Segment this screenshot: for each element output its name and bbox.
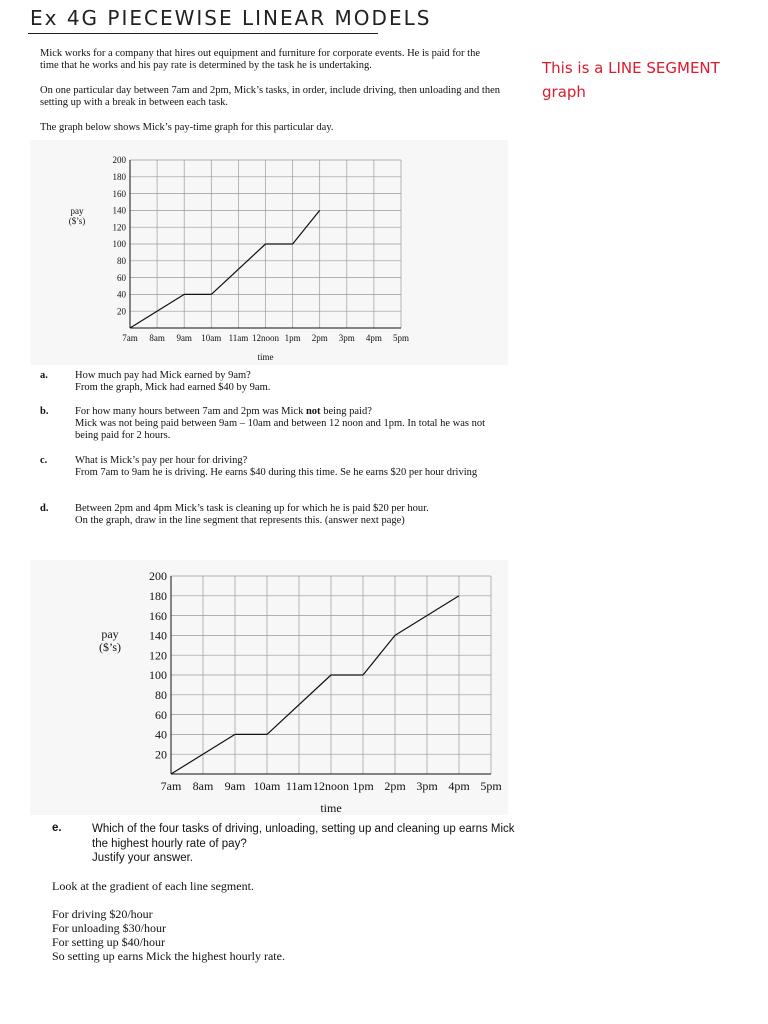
y-tick-label: 80 xyxy=(155,688,167,702)
question-c-text: What is Mick’s pay per hour for driving? xyxy=(75,455,248,466)
question-e-letter: e. xyxy=(52,822,62,834)
question-a-text: How much pay had Mick earned by 9am? xyxy=(75,370,251,381)
x-tick-label: 7am xyxy=(160,779,182,793)
question-d-text: Between 2pm and 4pm Mick’s task is cleaning up for which he is paid $20 per hour. xyxy=(75,503,429,514)
x-tick-label: 12noon xyxy=(313,779,349,793)
chart-panel-1 xyxy=(30,140,508,365)
x-tick-label: 8am xyxy=(149,333,165,343)
y-tick-label: 200 xyxy=(149,569,167,584)
x-tick-label: 11am xyxy=(285,779,313,793)
answer-d-text: On the graph, draw in the line segment that represents this. (answer next page) xyxy=(75,515,405,526)
answer-e-line-4: For setting up $40/hour xyxy=(52,935,165,949)
answer-a-text: From the graph, Mick had earned $40 by 9am. xyxy=(75,382,271,393)
y-tick-label: 140 xyxy=(112,205,126,216)
y-tick-label: 200 xyxy=(112,155,126,166)
question-d-letter: d. xyxy=(40,503,49,514)
x-tick-label: 7am xyxy=(122,333,138,343)
y-tick-label: 40 xyxy=(117,289,126,300)
answer-e-line-5: So setting up earns Mick the highest hourly rate. xyxy=(52,949,285,963)
question-b-text xyxy=(75,406,495,418)
y-tick-label: 20 xyxy=(155,747,167,762)
x-tick-label: 3pm xyxy=(338,333,355,343)
x-axis-label: time xyxy=(320,801,342,815)
x-tick-label: 12noon xyxy=(252,333,279,343)
x-tick-label: 8am xyxy=(192,779,214,793)
x-tick-label: 5pm xyxy=(480,779,502,793)
y-tick-label: 80 xyxy=(117,255,126,266)
title-underline xyxy=(28,33,378,34)
pay-time-chart-2 xyxy=(30,560,508,815)
page-title: Ex 4G PIECEWISE LINEAR MODELS xyxy=(30,6,432,30)
answer-c-text: From 7am to 9am he is driving. He earns $40 during this time. Se he earns $20 per hour driving xyxy=(75,467,478,478)
y-tick-label: 180 xyxy=(149,589,167,603)
y-tick-label: 160 xyxy=(112,188,126,199)
question-a-letter: a. xyxy=(40,370,48,381)
x-tick-label: 11am xyxy=(228,333,249,343)
pay-time-chart-1 xyxy=(30,140,508,365)
y-tick-label: 40 xyxy=(155,727,167,742)
answer-e-line-1: Look at the gradient of each line segment. xyxy=(52,879,254,893)
y-axis-label-line1: pay xyxy=(101,627,119,641)
question-c-letter: c. xyxy=(40,455,48,466)
x-tick-label: 10am xyxy=(253,779,281,793)
x-tick-label: 2pm xyxy=(384,779,406,793)
y-tick-label: 60 xyxy=(117,272,126,283)
question-b-bold: not xyxy=(305,406,321,417)
x-tick-label: 1pm xyxy=(284,333,301,343)
answer-e-line-3: For unloading $30/hour xyxy=(52,921,166,935)
question-e-justify: Justify your answer. xyxy=(92,852,193,864)
y-tick-label: 160 xyxy=(149,608,167,623)
question-b-pre: For how many hours between 7am and 2pm was Mick xyxy=(75,406,306,417)
side-note: This is a LINE SEGMENT graph xyxy=(542,59,720,101)
answer-e-line-2: For driving $20/hour xyxy=(52,907,153,921)
x-tick-label: 9am xyxy=(176,333,192,343)
y-tick-label: 100 xyxy=(112,239,126,250)
question-b-letter: b. xyxy=(40,406,49,417)
answer-b-text: Mick was not being paid between 9am – 10am and between 12 noon and 1pm. In total he was not being paid for 2 hours. xyxy=(75,418,485,441)
intro-paragraph-1: Mick works for a company that hires out equipment and furniture for corporate events. He is paid for the time that he works and his pay rate is determined by the task he is undertaking. xyxy=(40,48,480,71)
y-axis-label-line2: ($’s) xyxy=(68,216,86,226)
y-tick-label: 20 xyxy=(117,306,126,317)
y-tick-label: 120 xyxy=(112,222,126,233)
x-tick-label: 2pm xyxy=(311,333,328,343)
x-axis-label: time xyxy=(257,352,274,362)
y-tick-label: 180 xyxy=(112,171,126,182)
y-tick-label: 140 xyxy=(149,628,167,643)
y-axis-label-line1: pay xyxy=(70,206,84,216)
intro-paragraph-2: On one particular day between 7am and 2pm, Mick’s tasks, in order, include driving, then unloading and then setting up with a break in between each task. xyxy=(40,85,501,108)
x-tick-label: 4pm xyxy=(365,333,382,343)
y-tick-label: 100 xyxy=(149,668,167,683)
x-tick-label: 10am xyxy=(201,333,222,343)
y-tick-label: 120 xyxy=(149,648,167,663)
x-tick-label: 1pm xyxy=(352,779,374,793)
x-tick-label: 9am xyxy=(224,779,246,793)
x-tick-label: 5pm xyxy=(392,333,410,343)
chart-panel-2 xyxy=(30,560,508,815)
question-b-post: being paid? xyxy=(320,406,372,417)
intro-paragraph-3: The graph below shows Mick’s pay-time graph for this particular day. xyxy=(40,122,334,133)
x-tick-label: 3pm xyxy=(416,779,438,793)
y-axis-label-line2: ($’s) xyxy=(99,640,121,654)
question-e-text: Which of the four tasks of driving, unloading, setting up and cleaning up earns Mick the highest hourly rate of pay? xyxy=(92,823,515,850)
y-tick-label: 60 xyxy=(155,707,167,722)
x-tick-label: 4pm xyxy=(448,779,470,793)
